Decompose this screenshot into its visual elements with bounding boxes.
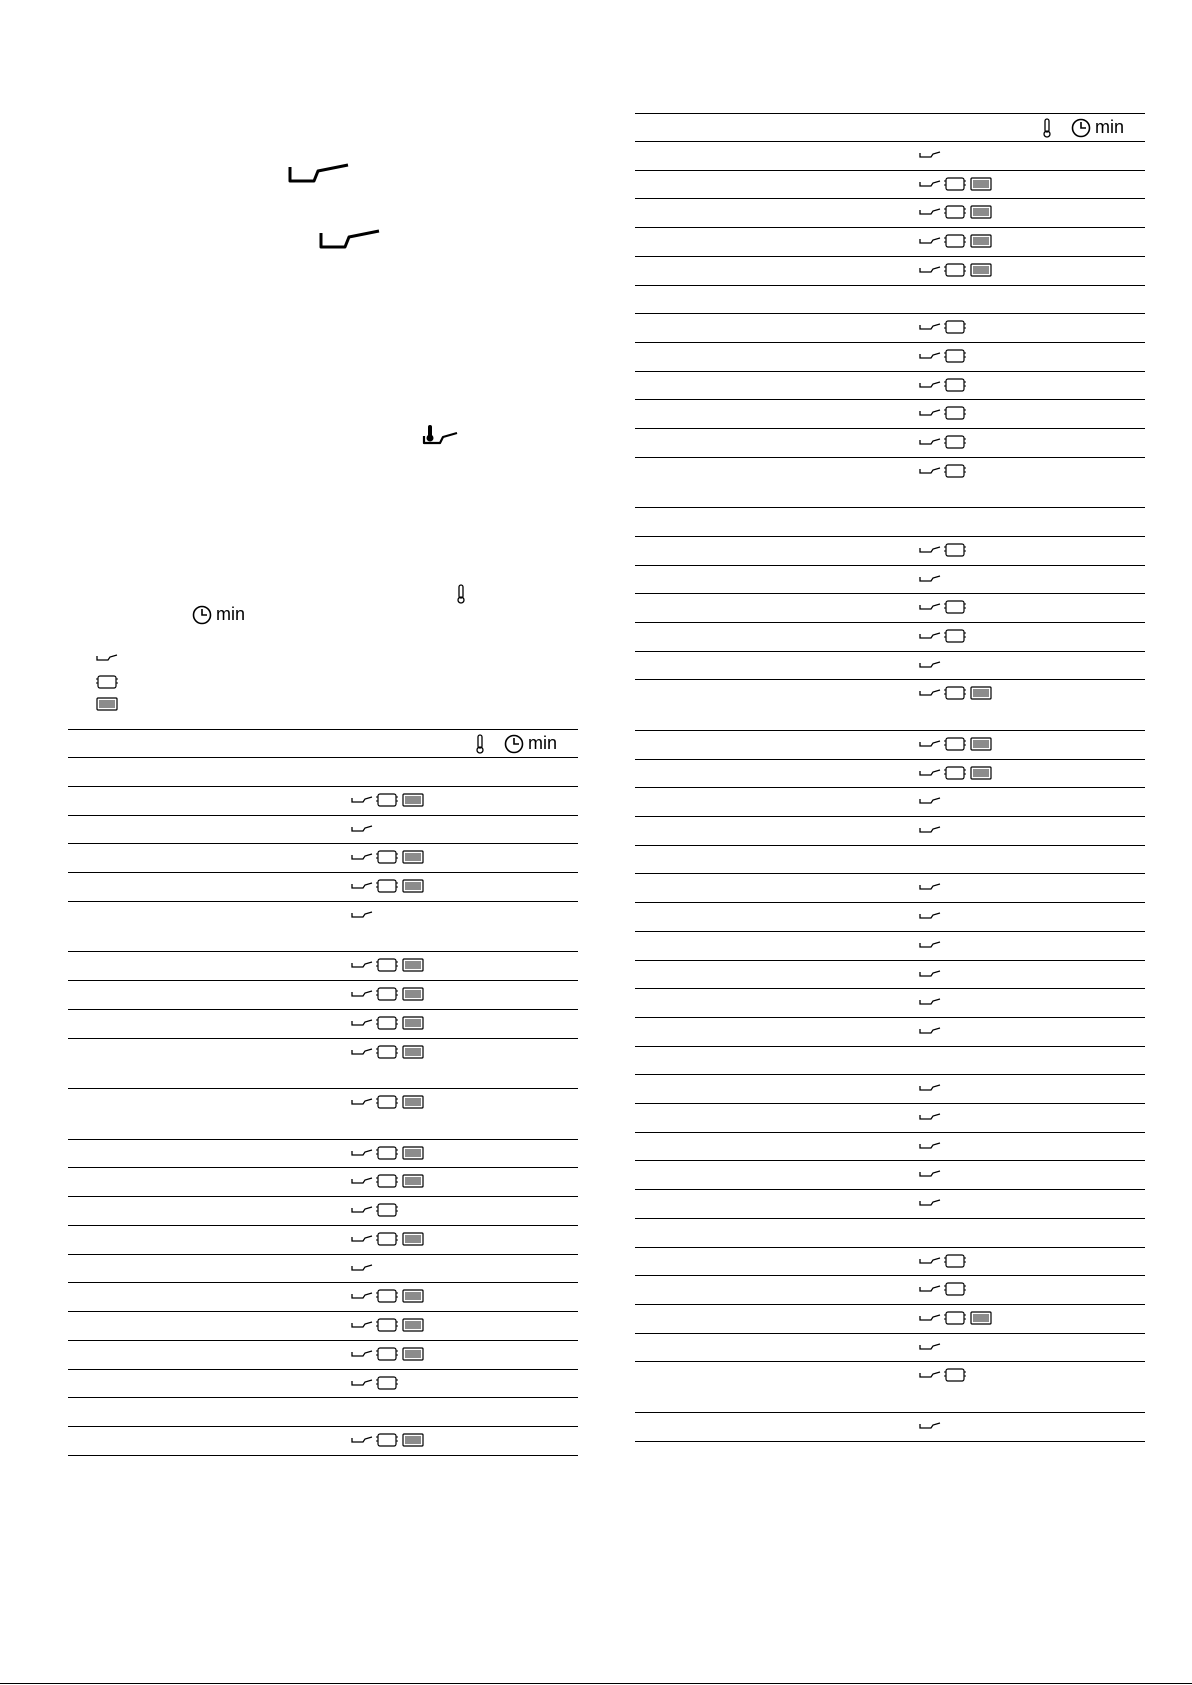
grid-icon — [402, 879, 424, 893]
table-row — [635, 759, 1145, 788]
table-row — [635, 1275, 1145, 1304]
table-row — [635, 1247, 1145, 1276]
lid-icon — [944, 1368, 966, 1382]
lid-icon — [376, 879, 398, 893]
clock-icon — [1071, 118, 1091, 138]
pan-icon — [351, 880, 373, 892]
large-pan-icon — [319, 229, 381, 251]
grid-icon — [402, 1347, 424, 1361]
grid-icon — [402, 1045, 424, 1059]
table-row-rule — [635, 1441, 1145, 1442]
table-row — [68, 1139, 578, 1168]
table-row — [68, 843, 578, 872]
pan-icon — [351, 1096, 373, 1108]
pan-icon — [919, 178, 941, 190]
lid-icon — [944, 1282, 966, 1296]
table-row — [635, 845, 1145, 874]
pan-icon — [919, 659, 941, 671]
table-row — [635, 1160, 1145, 1189]
table-row — [68, 951, 578, 980]
clock-icon — [504, 734, 524, 754]
table-row — [635, 507, 1145, 536]
lid-icon — [376, 1016, 398, 1030]
lid-icon — [96, 675, 118, 689]
table-row-rule — [68, 1455, 578, 1456]
table-row — [68, 1426, 578, 1455]
table-row — [68, 1196, 578, 1225]
pan-icon — [919, 939, 941, 951]
table-row — [635, 679, 1145, 730]
lid-icon — [944, 1311, 966, 1325]
table-row — [635, 285, 1145, 314]
pan-icon — [919, 1420, 941, 1432]
pan-thermometer-icon — [422, 424, 458, 446]
pan-icon — [919, 767, 941, 779]
pan-icon — [919, 738, 941, 750]
min-label: min — [1095, 117, 1125, 137]
table-row — [635, 1074, 1145, 1103]
lid-icon — [944, 263, 966, 277]
table-row — [68, 1397, 578, 1426]
pan-icon — [96, 652, 118, 664]
grid-icon — [402, 1318, 424, 1332]
table-row — [635, 313, 1145, 342]
lid-icon — [376, 1095, 398, 1109]
pan-icon — [919, 1168, 941, 1180]
table-row — [635, 1218, 1145, 1247]
table-row — [635, 622, 1145, 651]
lid-icon — [376, 1376, 398, 1390]
large-pan-icon — [288, 163, 350, 185]
table-row — [68, 1167, 578, 1196]
lid-icon — [944, 349, 966, 363]
table-row — [68, 1225, 578, 1254]
pan-icon — [351, 1348, 373, 1360]
table-row — [635, 1412, 1145, 1441]
lid-icon — [376, 1347, 398, 1361]
pan-icon — [351, 794, 373, 806]
pan-icon — [919, 630, 941, 642]
grid-icon — [402, 987, 424, 1001]
lid-icon — [376, 958, 398, 972]
pan-icon — [919, 1140, 941, 1152]
table-row — [635, 227, 1145, 256]
clock-icon — [192, 605, 212, 625]
pan-icon — [351, 1175, 373, 1187]
pan-icon — [919, 1255, 941, 1267]
table-row — [635, 170, 1145, 199]
table-row — [68, 1282, 578, 1311]
pan-icon — [919, 407, 941, 419]
pan-icon — [919, 1197, 941, 1209]
table-row — [68, 901, 578, 952]
pan-icon — [351, 1204, 373, 1216]
pan-icon — [351, 909, 373, 921]
lid-icon — [944, 737, 966, 751]
thermometer-icon — [1042, 118, 1052, 138]
table-row — [635, 593, 1145, 622]
pan-icon — [919, 1025, 941, 1037]
lid-icon — [944, 406, 966, 420]
table-top-rule — [635, 113, 1145, 114]
lid-icon — [944, 435, 966, 449]
page-bottom-rule — [0, 1683, 1192, 1684]
table-row — [68, 1311, 578, 1340]
table-row — [635, 730, 1145, 759]
table-row — [635, 988, 1145, 1017]
lid-icon — [944, 686, 966, 700]
pan-icon — [919, 1082, 941, 1094]
table-row — [635, 1304, 1145, 1333]
pan-icon — [919, 465, 941, 477]
lid-icon — [376, 1045, 398, 1059]
min-label: min — [216, 604, 246, 624]
pan-icon — [919, 1312, 941, 1324]
table-row — [68, 786, 578, 815]
grid-icon — [970, 234, 992, 248]
lid-icon — [944, 320, 966, 334]
grid-icon — [402, 1095, 424, 1109]
lid-icon — [944, 543, 966, 557]
pan-icon — [919, 1341, 941, 1353]
table-row — [635, 1103, 1145, 1132]
pan-icon — [351, 988, 373, 1000]
pan-icon — [919, 910, 941, 922]
table-row — [635, 1333, 1145, 1362]
table-row — [635, 256, 1145, 285]
pan-icon — [919, 379, 941, 391]
table-row — [68, 815, 578, 844]
pan-icon — [351, 959, 373, 971]
pan-icon — [351, 1233, 373, 1245]
table-row — [635, 1361, 1145, 1412]
pan-icon — [351, 1434, 373, 1446]
table-row — [635, 565, 1145, 594]
pan-icon — [919, 436, 941, 448]
pan-icon — [351, 1046, 373, 1058]
lid-icon — [944, 378, 966, 392]
grid-icon — [402, 1232, 424, 1246]
lid-icon — [376, 793, 398, 807]
pan-icon — [351, 851, 373, 863]
pan-icon — [919, 824, 941, 836]
pan-icon — [919, 235, 941, 247]
pan-icon — [919, 881, 941, 893]
thermometer-icon — [475, 734, 485, 754]
table-row — [635, 902, 1145, 931]
pan-icon — [919, 968, 941, 980]
table-row — [635, 536, 1145, 565]
pan-icon — [919, 206, 941, 218]
lid-icon — [944, 205, 966, 219]
table-row — [68, 1254, 578, 1283]
lid-icon — [376, 1433, 398, 1447]
grid-icon — [970, 737, 992, 751]
min-label: min — [528, 733, 558, 753]
table-row — [68, 872, 578, 901]
lid-icon — [944, 1254, 966, 1268]
table-row — [635, 960, 1145, 989]
grid-icon — [970, 263, 992, 277]
grid-icon — [402, 1174, 424, 1188]
table-row — [635, 1132, 1145, 1161]
pan-icon — [919, 996, 941, 1008]
table-row — [68, 1340, 578, 1369]
pan-icon — [351, 1319, 373, 1331]
pan-icon — [351, 1147, 373, 1159]
table-row — [635, 816, 1145, 845]
table-row — [635, 141, 1145, 170]
pan-icon — [919, 264, 941, 276]
table-row — [635, 873, 1145, 902]
grid-icon — [402, 958, 424, 972]
lid-icon — [944, 177, 966, 191]
pan-icon — [919, 1369, 941, 1381]
lid-icon — [376, 1289, 398, 1303]
grid-icon — [970, 205, 992, 219]
pan-icon — [351, 1377, 373, 1389]
table-row — [68, 1009, 578, 1038]
grid-icon — [402, 1289, 424, 1303]
table-row — [635, 428, 1145, 457]
pan-icon — [919, 321, 941, 333]
table-top-rule — [68, 729, 578, 730]
pan-icon — [919, 1283, 941, 1295]
pan-icon — [351, 1290, 373, 1302]
table-row — [635, 371, 1145, 400]
table-row — [68, 757, 578, 786]
thermometer-icon — [456, 584, 466, 604]
lid-icon — [376, 1232, 398, 1246]
pan-icon — [919, 1111, 941, 1123]
lid-icon — [944, 234, 966, 248]
lid-icon — [944, 766, 966, 780]
pan-icon — [351, 823, 373, 835]
pan-icon — [919, 687, 941, 699]
table-row — [635, 1017, 1145, 1046]
table-row — [635, 1189, 1145, 1218]
lid-icon — [376, 850, 398, 864]
pan-icon — [919, 601, 941, 613]
table-row — [635, 399, 1145, 428]
pan-icon — [919, 350, 941, 362]
grid-icon — [402, 793, 424, 807]
lid-icon — [376, 1174, 398, 1188]
lid-icon — [944, 629, 966, 643]
table-row — [635, 1046, 1145, 1075]
table-row — [68, 980, 578, 1009]
pan-icon — [351, 1017, 373, 1029]
grid-icon — [402, 1146, 424, 1160]
grid-icon — [970, 686, 992, 700]
grid-icon — [970, 766, 992, 780]
pan-icon — [351, 1262, 373, 1274]
pan-icon — [919, 573, 941, 585]
lid-icon — [376, 987, 398, 1001]
lid-icon — [376, 1318, 398, 1332]
table-row — [68, 1088, 578, 1139]
table-row — [635, 198, 1145, 227]
grid-icon — [402, 1016, 424, 1030]
grid-icon — [970, 177, 992, 191]
lid-icon — [376, 1203, 398, 1217]
grid-icon — [970, 1311, 992, 1325]
table-row — [635, 457, 1145, 508]
lid-icon — [944, 600, 966, 614]
grid-icon — [402, 850, 424, 864]
lid-icon — [944, 464, 966, 478]
grid-icon — [96, 697, 118, 711]
pan-icon — [919, 544, 941, 556]
table-row — [635, 931, 1145, 960]
pan-icon — [919, 795, 941, 807]
table-row — [68, 1038, 578, 1089]
grid-icon — [402, 1433, 424, 1447]
table-row — [635, 651, 1145, 680]
table-row — [68, 1369, 578, 1398]
table-row — [635, 787, 1145, 816]
pan-icon — [919, 149, 941, 161]
lid-icon — [376, 1146, 398, 1160]
table-row — [635, 342, 1145, 371]
